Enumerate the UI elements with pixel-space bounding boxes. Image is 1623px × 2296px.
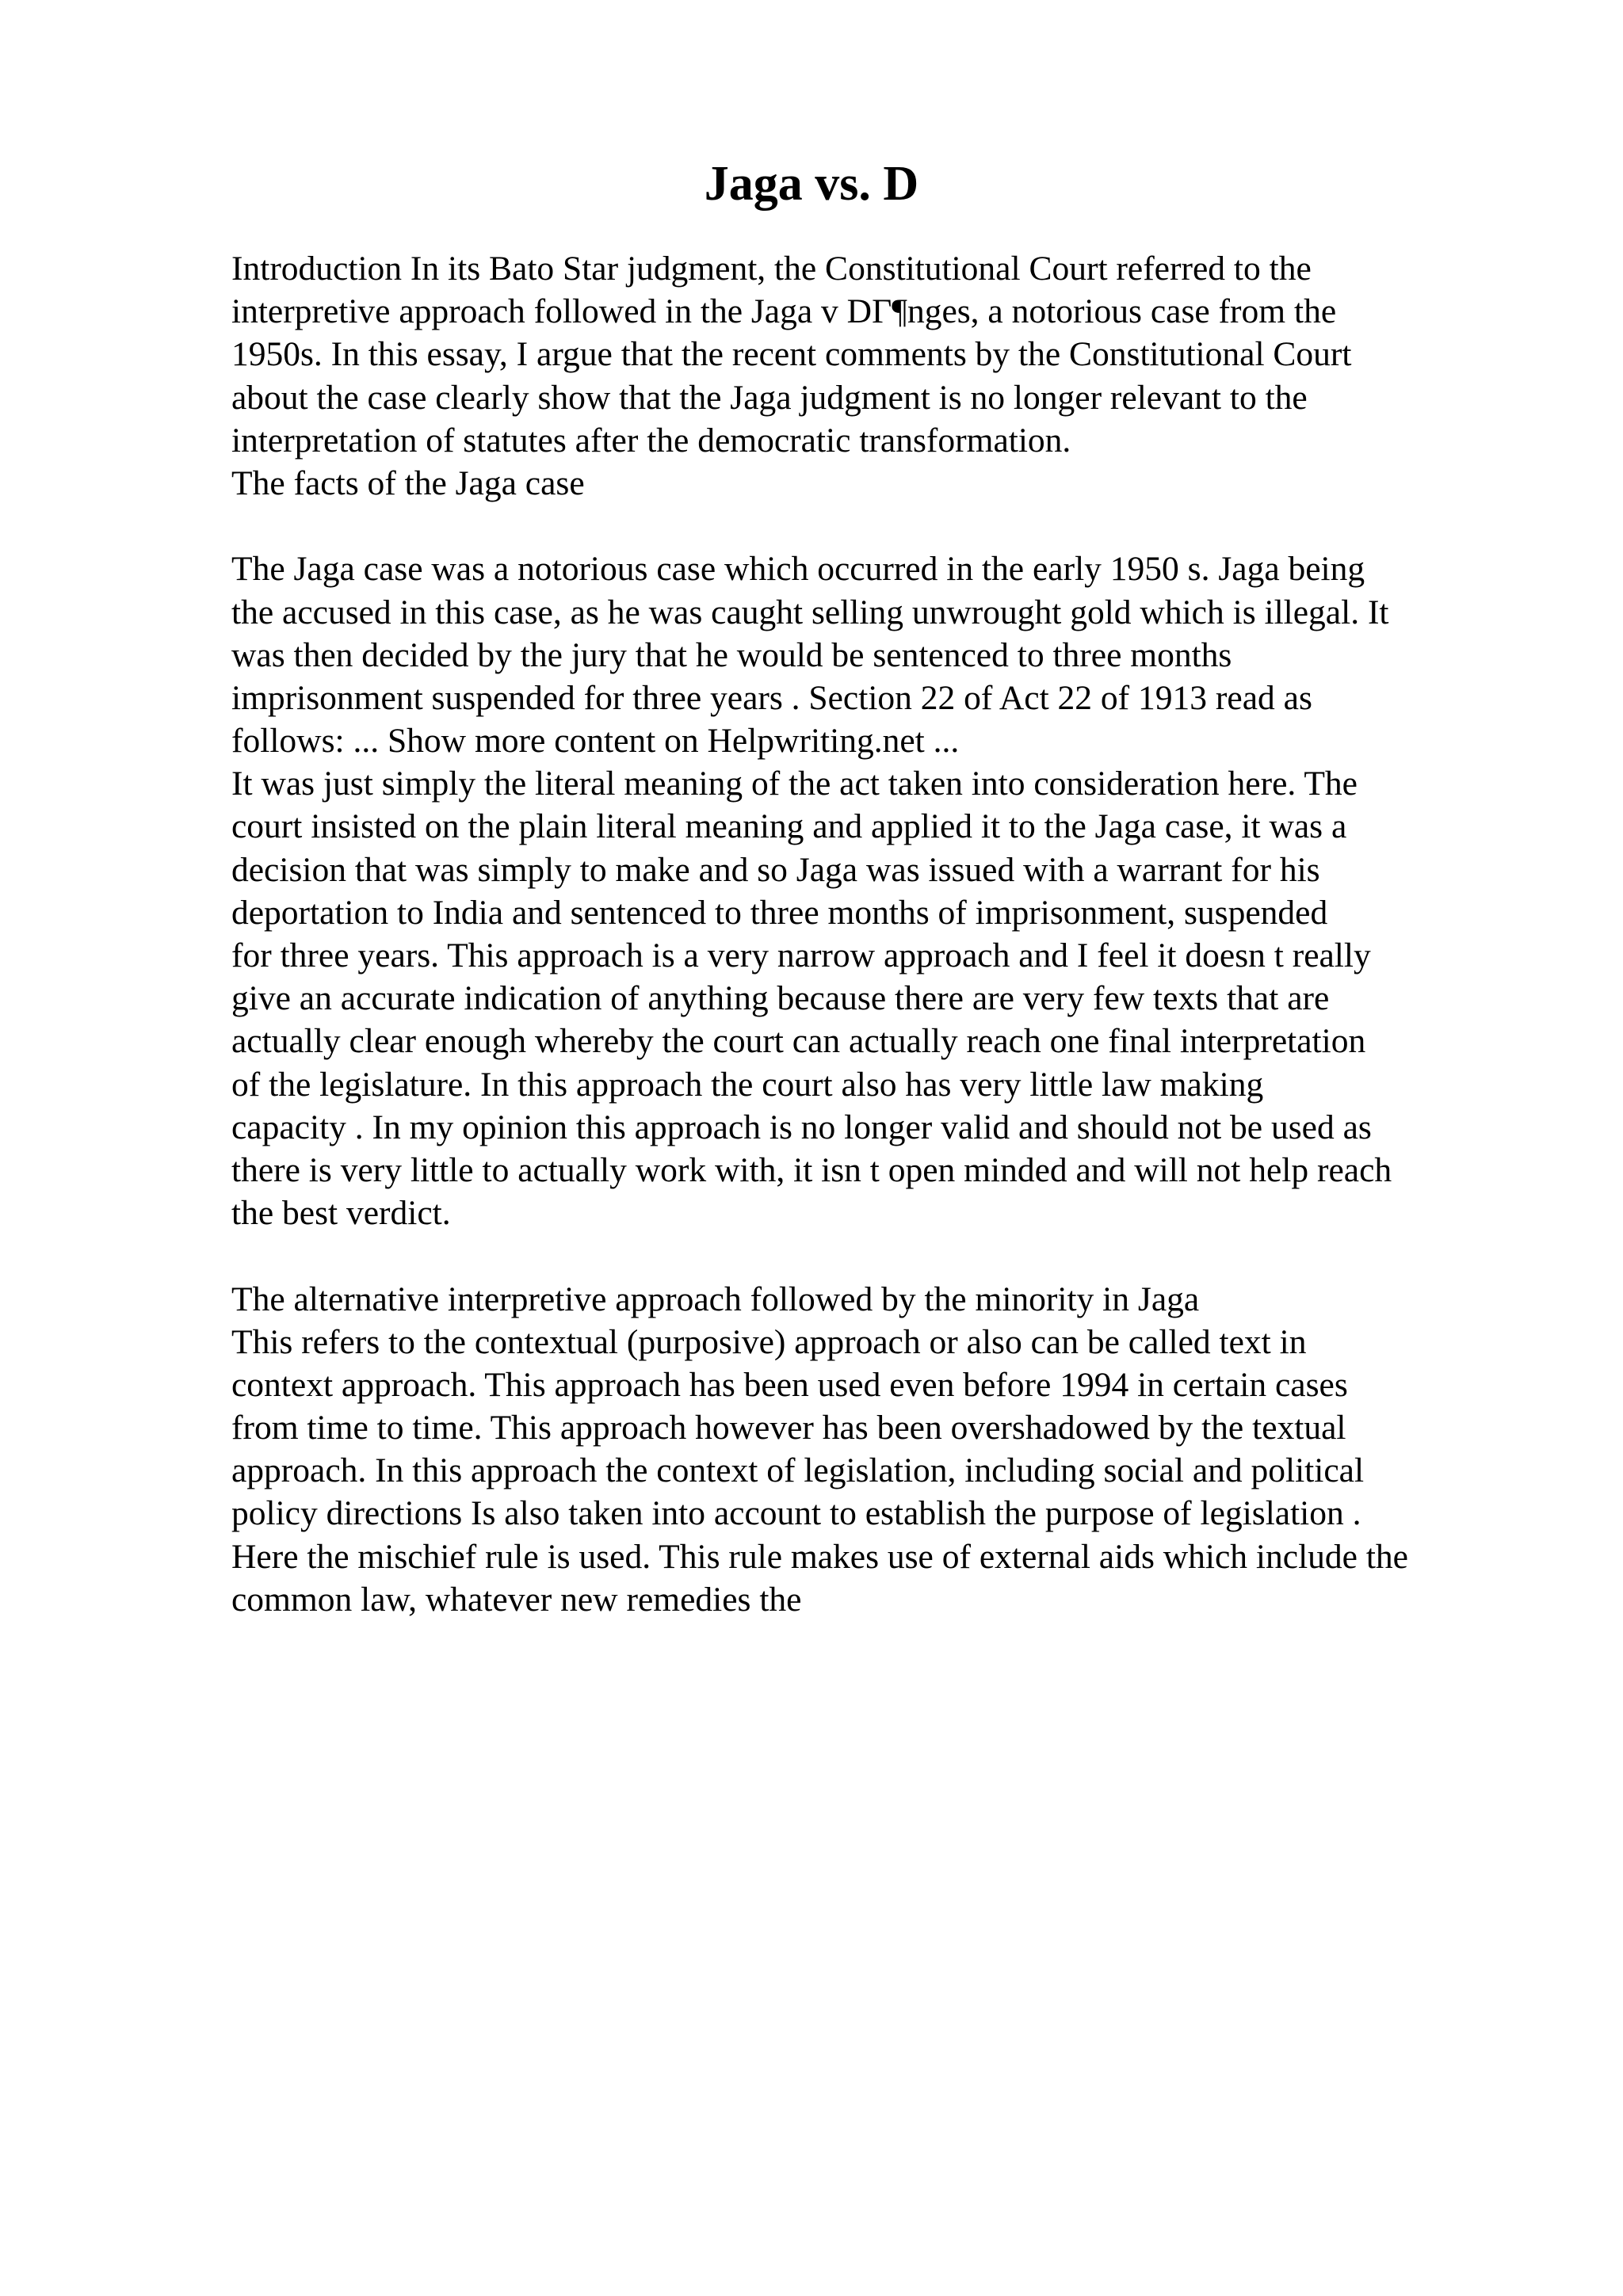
text-line: the accused in this case, as he was caught selling unwrought gold which is illegal. It (231, 593, 1389, 631)
text-line: common law, whatever new remedies the (231, 1580, 802, 1619)
text-line: there is very little to actually work with, it isn t open minded and will not help reach (231, 1150, 1392, 1189)
text-line: was then decided by the jury that he would be sentenced to three months (231, 635, 1232, 674)
text-line: actually clear enough whereby the court can actually reach one final interpretation (231, 1022, 1366, 1061)
text-line: capacity . In my opinion this approach is no longer valid and should not be used as (231, 1108, 1372, 1146)
text-line: from time to time. This approach however has been overshadowed by the textual (231, 1409, 1346, 1447)
document-body (231, 247, 1531, 1621)
text-line: approach. In this approach the context of legislation, including social and political (231, 1451, 1365, 1490)
text-line: about the case clearly show that the Jaga judgment is no longer relevant to the (231, 378, 1308, 417)
text-line: Introduction In its Bato Star judgment, the Constitutional Court referred to the (231, 250, 1312, 288)
document-title: Jaga vs. D (704, 157, 919, 211)
text-line: The alternative interpretive approach followed by the minority in Jaga (231, 1280, 1200, 1318)
text-line: interpretation of statutes after the democratic transformation. (231, 421, 1071, 460)
text-line: The Jaga case was a notorious case which occurred in the early 1950 s. Jaga being (231, 550, 1365, 589)
text-line: for three years. This approach is a very narrow approach and I feel it doesn t really (231, 936, 1371, 974)
text-line: 1950s. In this essay, I argue that the recent comments by the Constitutional Court (231, 335, 1352, 374)
blank-line (231, 1234, 1531, 1277)
text-line: This refers to the contextual (purposive) approach or also can be called text in (231, 1322, 1307, 1361)
text-line: decision that was simply to make and so Jaga was issued with a warrant for his (231, 850, 1320, 889)
text-line: Here the mischief rule is used. This rule makes use of external aids which include the (231, 1537, 1408, 1576)
text-line: imprisonment suspended for three years . Section 22 of Act 22 of 1913 read as (231, 678, 1312, 717)
text-line: deportation to India and sentenced to three months of imprisonment, suspended (231, 893, 1328, 932)
text-line: It was just simply the literal meaning of the act taken into consideration here. The (231, 765, 1358, 803)
text-line: of the legislature. In this approach the court also has very little law making (231, 1065, 1264, 1104)
text-line: court insisted on the plain literal meaning and applied it to the Jaga case, it was a (231, 807, 1347, 846)
text-line: context approach. This approach has been used even before 1994 in certain cases (231, 1365, 1348, 1404)
text-line: policy directions Is also taken into account to establish the purpose of legislation . (231, 1494, 1361, 1533)
text-line: follows: ... Show more content on Helpwriting.net ... (231, 722, 960, 761)
text-line: interpretive approach followed in the Jaga v DГ¶nges, a notorious case from the (231, 292, 1337, 331)
text-line: the best verdict. (231, 1194, 451, 1233)
text-line: The facts of the Jaga case (231, 463, 585, 502)
text-line: give an accurate indication of anything because there are very few texts that are (231, 979, 1330, 1018)
blank-line (231, 505, 1531, 547)
